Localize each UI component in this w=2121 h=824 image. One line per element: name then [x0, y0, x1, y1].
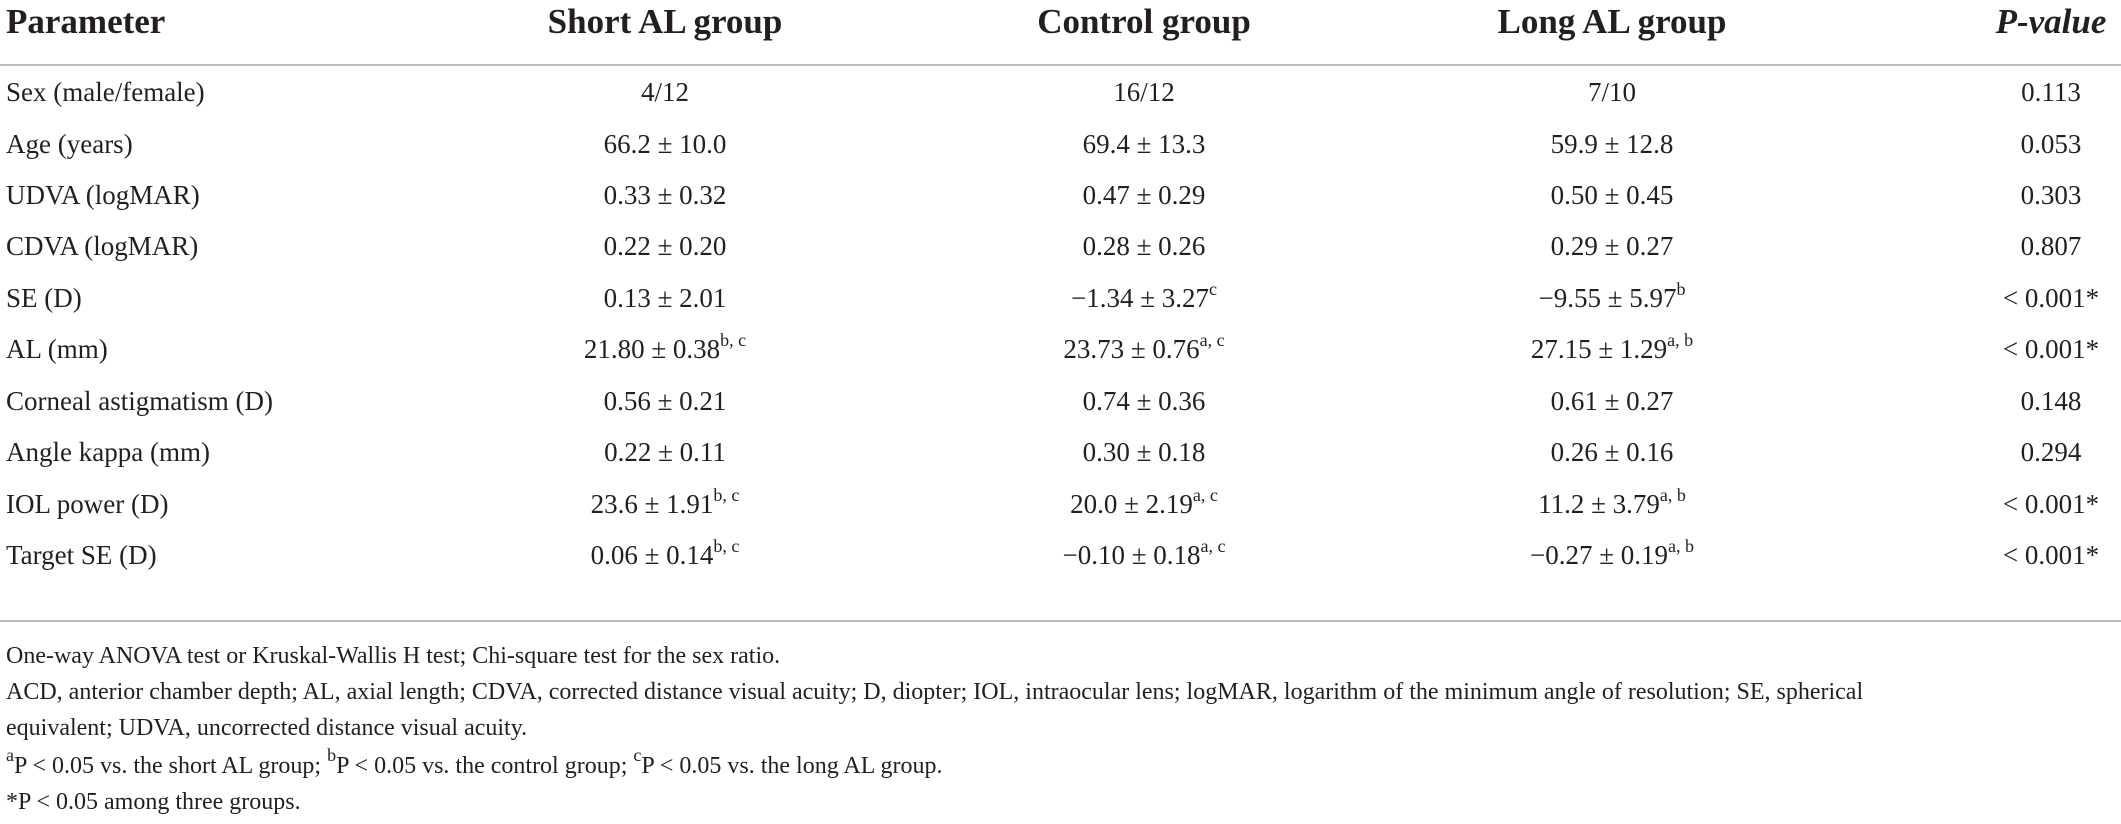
cell-long-al-value: 59.9 ± 12.8: [1550, 129, 1674, 159]
cell-parameter: Target SE (D): [6, 540, 157, 570]
footnote-significance: [6, 745, 943, 783]
cell-short-al-value: 0.22 ± 0.20: [603, 231, 727, 261]
cell-p-value: < 0.001*: [2002, 283, 2100, 313]
cell-long-al-value: 11.2 ± 3.79: [1538, 489, 1660, 519]
footnote-sig-b: P < 0.05 vs. the control group;: [336, 753, 634, 779]
cell-control: [1083, 384, 1206, 418]
header-p-value: P-value: [1995, 2, 2107, 41]
cell-short-al-value: 0.56 ± 0.21: [603, 386, 727, 416]
cell-long-al: [1538, 487, 1686, 524]
cell-short-al-value: 4/12: [640, 77, 690, 107]
cell-short-al: [591, 487, 740, 524]
header-rule: [0, 64, 2121, 66]
cell-long-al-value: 0.29 ± 0.27: [1550, 231, 1674, 261]
footnote-tests: One-way ANOVA test or Kruskal-Wallis H test; Chi-square test for the sex ratio.: [6, 643, 781, 669]
cell-parameter: AL (mm): [6, 334, 108, 364]
cell-control: [1071, 281, 1217, 318]
header-control-group: Control group: [1037, 2, 1251, 41]
cell-short-al-superscript: b, c: [713, 485, 740, 505]
cell-long-al: [1551, 178, 1674, 212]
cell-short-al: [604, 281, 727, 315]
cell-short-al: [604, 127, 727, 161]
cell-control-value: 20.0 ± 2.19: [1070, 489, 1193, 519]
cell-control-value: 0.28 ± 0.26: [1082, 231, 1206, 261]
cell-short-al-value: 0.22 ± 0.11: [604, 437, 726, 467]
cell-control-superscript: a, c: [1192, 485, 1218, 505]
cell-control-value: 0.30 ± 0.18: [1082, 437, 1206, 467]
cell-short-al-value: 0.06 ± 0.14: [590, 540, 714, 570]
table-row: [0, 229, 2121, 281]
cell-short-al-value: 21.80 ± 0.38: [583, 334, 721, 364]
cell-long-al-value: −0.27 ± 0.19: [1529, 540, 1669, 570]
cell-short-al: [604, 178, 727, 212]
cell-long-al: [1538, 281, 1685, 318]
table-row: [0, 127, 2121, 179]
cell-parameter: Corneal astigmatism (D): [6, 386, 273, 416]
cell-control-superscript: c: [1209, 279, 1218, 299]
cell-long-al: [1551, 435, 1674, 469]
cell-long-al-value: 27.15 ± 1.29: [1530, 334, 1668, 364]
cell-short-al: [641, 75, 689, 109]
cell-p-value: < 0.001*: [2002, 334, 2100, 364]
table-row: [0, 538, 2121, 590]
cell-short-al-value: 66.2 ± 10.0: [603, 129, 727, 159]
table-row: [0, 332, 2121, 384]
sup-b: b: [327, 745, 337, 765]
cell-short-al: [604, 435, 726, 469]
cell-p-value: 0.807: [2020, 231, 2082, 261]
cell-short-al-value: 0.33 ± 0.32: [603, 180, 727, 210]
footnote-star: *P < 0.05 among three groups.: [6, 789, 301, 815]
footnote-abbreviations-cont: equivalent; UDVA, uncorrected distance visual acuity.: [6, 715, 528, 741]
cell-long-al-superscript: a, b: [1668, 536, 1695, 556]
header-long-al-group: Long AL group: [1497, 2, 1727, 41]
cell-p-value: 0.053: [2020, 129, 2082, 159]
cell-long-al-value: 0.61 ± 0.27: [1550, 386, 1674, 416]
cell-parameter: UDVA (logMAR): [6, 180, 200, 210]
cell-long-al-value: 0.50 ± 0.45: [1550, 180, 1674, 210]
cell-p-value: 0.294: [2020, 437, 2082, 467]
cell-short-al-superscript: b, c: [713, 536, 740, 556]
cell-long-al: [1588, 75, 1636, 109]
cell-long-al-superscript: a, b: [1659, 485, 1686, 505]
cell-control: [1083, 229, 1206, 263]
cell-long-al-value: 0.26 ± 0.16: [1550, 437, 1674, 467]
cell-p-value: 0.303: [2020, 180, 2082, 210]
cell-short-al-value: 23.6 ± 1.91: [590, 489, 714, 519]
sup-a: a: [6, 745, 14, 765]
table-row: [0, 178, 2121, 230]
cell-control-superscript: a, c: [1200, 536, 1226, 556]
cell-long-al-superscript: a, b: [1667, 330, 1694, 350]
cell-control: [1083, 435, 1206, 469]
cell-control: [1113, 75, 1175, 109]
cell-control: [1062, 538, 1225, 575]
cell-long-al-value: 7/10: [1587, 77, 1637, 107]
cell-long-al: [1551, 229, 1674, 263]
cell-parameter: Age (years): [6, 129, 133, 159]
cell-parameter: SE (D): [6, 283, 82, 313]
cell-control-value: 0.74 ± 0.36: [1082, 386, 1206, 416]
cell-control: [1063, 332, 1224, 369]
cell-control: [1083, 127, 1206, 161]
cell-short-al: [591, 538, 740, 575]
table-bottom-rule: [0, 620, 2121, 622]
sup-c: c: [633, 745, 642, 765]
footnote-sig-c: P < 0.05 vs. the long AL group.: [641, 753, 943, 779]
cell-long-al-value: −9.55 ± 5.97: [1538, 283, 1677, 313]
table-row: [0, 435, 2121, 487]
cell-p-value: 0.148: [2020, 386, 2082, 416]
footnote-sig-a: P < 0.05 vs. the short AL group;: [14, 753, 328, 779]
cell-short-al-superscript: b, c: [720, 330, 747, 350]
cell-control: [1070, 487, 1218, 524]
cell-control-value: 69.4 ± 13.3: [1082, 129, 1206, 159]
cell-short-al-value: 0.13 ± 2.01: [603, 283, 727, 313]
cell-control-value: −0.10 ± 0.18: [1062, 540, 1201, 570]
footnote-abbreviations: ACD, anterior chamber depth; AL, axial length; CDVA, corrected distance visual acuity; D, diopter; IOL, intraocular lens; logMAR, logarithm of the minimum angle of resolution; SE, spherical: [6, 679, 1864, 705]
cell-p-value: 0.113: [2021, 77, 2081, 107]
cell-control-value: 16/12: [1113, 77, 1175, 107]
cell-long-al-superscript: b: [1676, 279, 1686, 299]
cell-control-superscript: a, c: [1199, 330, 1225, 350]
cell-long-al: [1551, 127, 1674, 161]
cell-control-value: 23.73 ± 0.76: [1063, 334, 1200, 364]
cell-parameter: IOL power (D): [6, 489, 169, 519]
cell-short-al: [584, 332, 746, 369]
cell-control: [1083, 178, 1206, 212]
cell-parameter: Angle kappa (mm): [6, 437, 210, 467]
cell-parameter: CDVA (logMAR): [6, 231, 199, 261]
cell-short-al: [604, 384, 727, 418]
cell-control-value: 0.47 ± 0.29: [1082, 180, 1206, 210]
table-row: [0, 384, 2121, 436]
cell-p-value: < 0.001*: [2002, 540, 2100, 570]
cell-long-al: [1530, 538, 1694, 575]
header-short-al-group: Short AL group: [547, 2, 783, 41]
header-parameter: Parameter: [6, 2, 166, 41]
table-row: [0, 281, 2121, 333]
cell-p-value: < 0.001*: [2002, 489, 2100, 519]
cell-parameter: Sex (male/female): [6, 77, 205, 107]
cell-long-al: [1531, 332, 1693, 369]
table-row: [0, 75, 2121, 127]
cell-control-value: −1.34 ± 3.27: [1070, 283, 1210, 313]
cell-long-al: [1551, 384, 1674, 418]
cell-short-al: [604, 229, 727, 263]
table-row: [0, 487, 2121, 539]
